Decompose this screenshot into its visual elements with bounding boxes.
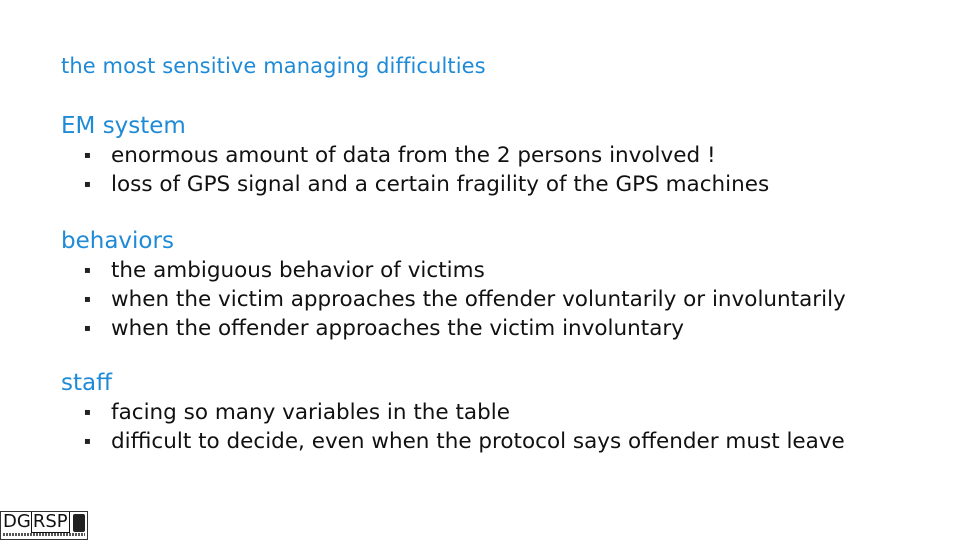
list-item-text: loss of GPS signal and a certain fragility of the GPS machines [111,172,770,197]
bullet-list [61,398,845,456]
logo-text-boxed: RSP [32,511,68,532]
logo-wordmark [3,512,70,532]
list-item [61,314,846,343]
section-behaviors [61,227,846,343]
bullet-square-icon: ▪ [84,179,91,190]
logo-text-plain: DG [3,511,31,532]
bullet-square-icon: ▪ [84,436,91,447]
bullet-square-icon: ▪ [84,265,91,276]
list-item-text: facing so many variables in the table [111,400,510,425]
bullet-square-icon: ▪ [84,294,91,305]
list-item [61,256,846,285]
list-item [61,427,845,456]
list-item [61,141,769,170]
list-item-text: the ambiguous behavior of victims [111,258,485,283]
section-heading: staff [61,370,112,396]
section-staff [61,369,845,456]
bullet-square-icon: ▪ [84,150,91,161]
list-item-text: enormous amount of data from the 2 persons involved ! [111,143,716,168]
list-item [61,398,845,427]
section-heading: behaviors [61,228,174,254]
bullet-list [61,256,846,343]
list-item [61,170,769,199]
dgrsp-logo [0,511,88,540]
logo-subline-decoration [3,533,85,536]
bullet-square-icon: ▪ [84,407,91,418]
seal-icon [73,514,85,532]
slide-title: the most sensitive managing difficulties [61,54,486,78]
bullet-list [61,141,769,199]
list-item [61,285,846,314]
list-item-text: difficult to decide, even when the protocol says offender must leave [111,429,845,454]
list-item-text: when the offender approaches the victim involuntary [111,316,684,341]
section-heading: EM system [61,113,186,139]
list-item-text: when the victim approaches the offender voluntarily or involuntarily [111,287,846,312]
section-em-system [61,112,769,199]
bullet-square-icon: ▪ [84,323,91,334]
